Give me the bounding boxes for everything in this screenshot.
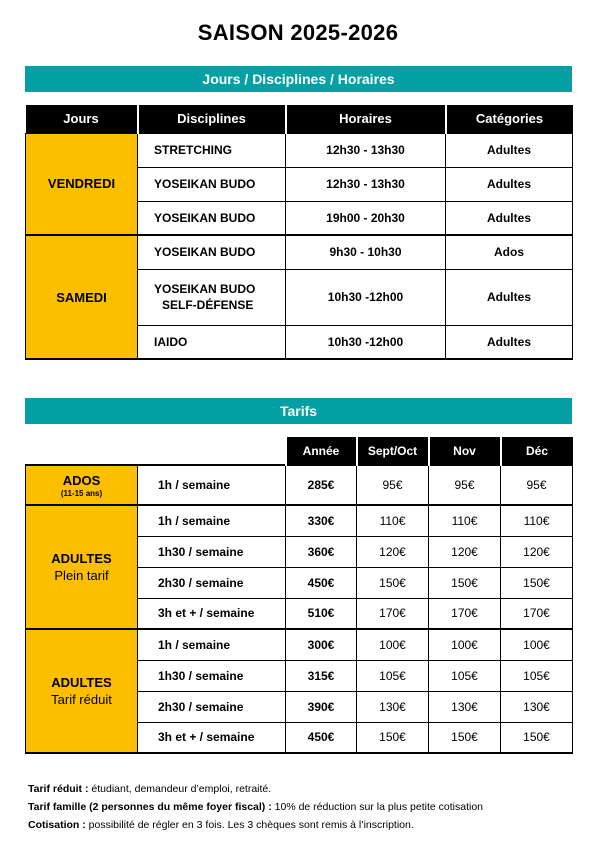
- tarifs-table: [25, 437, 573, 754]
- price-year-cell: 390€: [286, 691, 357, 722]
- note-label: Tarif réduit :: [28, 783, 89, 795]
- price-nov-cell: 110€: [429, 505, 501, 536]
- frequency-cell: 1h30 / semaine: [138, 660, 286, 691]
- category-sublabel: (11-15 ans): [60, 488, 103, 498]
- day-cell: SAMEDI: [26, 235, 138, 359]
- price-nov-cell: 150€: [429, 567, 501, 598]
- price-nov-cell: 130€: [429, 691, 501, 722]
- table-row: [26, 133, 573, 167]
- category-cell: Adultes: [446, 133, 573, 167]
- header-horaires: Horaires: [286, 105, 446, 133]
- price-year-cell: 450€: [286, 722, 357, 753]
- discipline-cell: STRETCHING: [138, 133, 286, 167]
- header-blank: [138, 437, 286, 465]
- table-row: [26, 465, 573, 505]
- hours-cell: 19h00 - 20h30: [286, 201, 446, 235]
- hours-cell: 12h30 - 13h30: [286, 133, 446, 167]
- price-sept-oct-cell: 150€: [357, 567, 429, 598]
- discipline-cell: [138, 269, 286, 325]
- price-year-cell: 360€: [286, 536, 357, 567]
- price-year-cell: 285€: [286, 465, 357, 505]
- discipline-cell: YOSEIKAN BUDO: [138, 235, 286, 269]
- price-sept-oct-cell: 105€: [357, 660, 429, 691]
- table-row: [26, 235, 573, 269]
- price-nov-cell: 150€: [429, 722, 501, 753]
- note-line: [28, 816, 588, 834]
- header-dec: Déc: [501, 437, 573, 465]
- header-disciplines: Disciplines: [138, 105, 286, 133]
- price-dec-cell: 130€: [501, 691, 573, 722]
- category-cell: Ados: [446, 235, 573, 269]
- category-cell: Adultes: [446, 201, 573, 235]
- price-sept-oct-cell: 100€: [357, 629, 429, 660]
- discipline-cell: YOSEIKAN BUDO: [138, 167, 286, 201]
- price-dec-cell: 110€: [501, 505, 573, 536]
- price-sept-oct-cell: 170€: [357, 598, 429, 629]
- category-sublabel: Tarif réduit: [51, 692, 112, 707]
- frequency-cell: 1h / semaine: [138, 505, 286, 536]
- price-nov-cell: 170€: [429, 598, 501, 629]
- discipline-line: YOSEIKAN BUDO: [154, 282, 256, 296]
- category-cell: Adultes: [446, 269, 573, 325]
- frequency-cell: 2h30 / semaine: [138, 691, 286, 722]
- frequency-cell: 1h / semaine: [138, 465, 286, 505]
- price-dec-cell: 100€: [501, 629, 573, 660]
- hours-cell: 10h30 -12h00: [286, 269, 446, 325]
- table-row: [26, 505, 573, 536]
- frequency-cell: 1h / semaine: [138, 629, 286, 660]
- frequency-cell: 2h30 / semaine: [138, 567, 286, 598]
- category-label: ADULTES: [51, 551, 112, 566]
- hours-cell: 10h30 -12h00: [286, 325, 446, 359]
- price-sept-oct-cell: 95€: [357, 465, 429, 505]
- header-nov: Nov: [429, 437, 501, 465]
- schedule-table: [25, 105, 573, 360]
- price-nov-cell: 95€: [429, 465, 501, 505]
- page-title: SAISON 2025-2026: [197, 20, 399, 45]
- price-sept-oct-cell: 150€: [357, 722, 429, 753]
- note-label: Tarif famille (2 personnes du même foyer fiscal) :: [28, 801, 272, 813]
- price-year-cell: 330€: [286, 505, 357, 536]
- price-dec-cell: 150€: [501, 722, 573, 753]
- price-nov-cell: 100€: [429, 629, 501, 660]
- price-sept-oct-cell: 110€: [357, 505, 429, 536]
- frequency-cell: 1h30 / semaine: [138, 536, 286, 567]
- frequency-cell: 3h et + / semaine: [138, 722, 286, 753]
- schedule-header-row: [26, 105, 573, 133]
- schedule-banner: Jours / Disciplines / Horaires: [25, 66, 572, 92]
- category-label: ADULTES: [51, 675, 112, 690]
- category-cell: Adultes: [446, 167, 573, 201]
- price-year-cell: 300€: [286, 629, 357, 660]
- header-jours: Jours: [26, 105, 138, 133]
- hours-cell: 9h30 - 10h30: [286, 235, 446, 269]
- price-dec-cell: 120€: [501, 536, 573, 567]
- price-dec-cell: 150€: [501, 567, 573, 598]
- header-annee: Année: [286, 437, 357, 465]
- note-text: 10% de réduction sur la plus petite cotisation: [271, 801, 484, 813]
- price-dec-cell: 95€: [501, 465, 573, 505]
- category-label-cell: [26, 629, 138, 753]
- note-text: possibilité de régler en 3 fois. Les 3 chèques sont remis à l’inscription.: [85, 819, 414, 831]
- price-sept-oct-cell: 120€: [357, 536, 429, 567]
- tarifs-banner: Tarifs: [25, 398, 572, 424]
- price-year-cell: 450€: [286, 567, 357, 598]
- discipline-cell: IAIDO: [138, 325, 286, 359]
- category-cell: Adultes: [446, 325, 573, 359]
- note-text: étudiant, demandeur d’emploi, retraité.: [88, 783, 272, 795]
- tarifs-header-row: [26, 437, 573, 465]
- price-dec-cell: 170€: [501, 598, 573, 629]
- category-label-cell: [26, 505, 138, 629]
- day-cell: VENDREDI: [26, 133, 138, 235]
- note-label: Cotisation :: [28, 819, 86, 831]
- header-sept-oct: Sept/Oct: [357, 437, 429, 465]
- frequency-cell: 3h et + / semaine: [138, 598, 286, 629]
- price-nov-cell: 120€: [429, 536, 501, 567]
- note-line: [28, 780, 588, 798]
- note-line: [28, 798, 588, 816]
- price-year-cell: 510€: [286, 598, 357, 629]
- price-dec-cell: 105€: [501, 660, 573, 691]
- discipline-line: SELF-DÉFENSE: [162, 298, 254, 312]
- price-sept-oct-cell: 130€: [357, 691, 429, 722]
- header-categories: Catégories: [446, 105, 573, 133]
- category-label: ADOS: [62, 472, 101, 488]
- table-row: [26, 629, 573, 660]
- price-nov-cell: 105€: [429, 660, 501, 691]
- category-sublabel: Plein tarif: [54, 568, 109, 583]
- discipline-cell: YOSEIKAN BUDO: [138, 201, 286, 235]
- hours-cell: 12h30 - 13h30: [286, 167, 446, 201]
- footnotes: [28, 780, 588, 834]
- price-year-cell: 315€: [286, 660, 357, 691]
- header-blank: [26, 437, 138, 465]
- category-label-cell: [26, 465, 138, 505]
